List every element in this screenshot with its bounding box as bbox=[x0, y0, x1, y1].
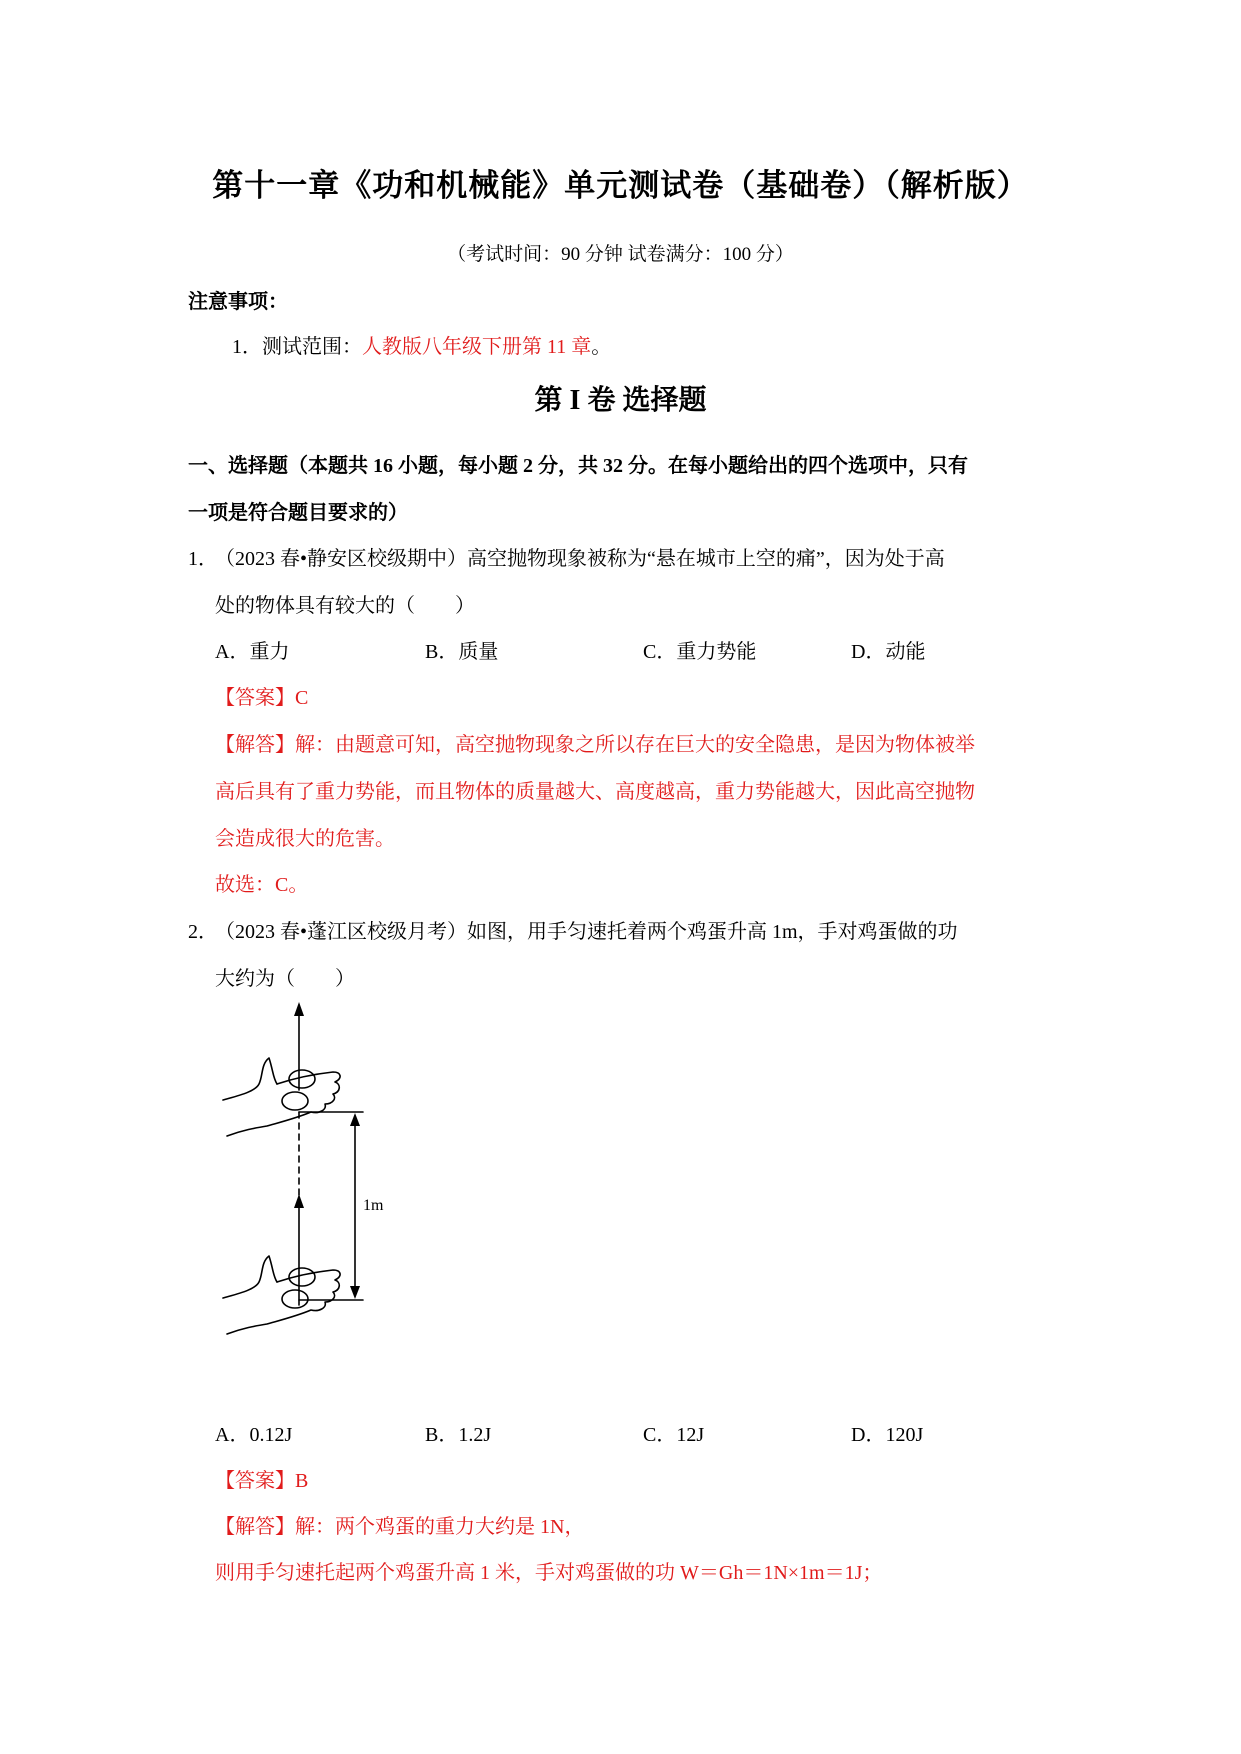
notes-item-scope: 人教版八年级下册第 11 章 bbox=[362, 336, 592, 358]
page-title: 第十一章《功和机械能》单元测试卷（基础卷）（解析版） bbox=[212, 168, 1029, 203]
option-c: C．12J bbox=[643, 1424, 705, 1446]
answer-tag: 【答案】 bbox=[215, 1470, 295, 1492]
analysis-tag: 【解答】 bbox=[215, 734, 295, 756]
notes-heading: 注意事项： bbox=[188, 291, 288, 313]
measure-label: 1m bbox=[363, 1197, 384, 1214]
upper-thumb bbox=[223, 1058, 277, 1100]
analysis-text: 解：由题意可知，高空抛物现象之所以存在巨大的安全隐患，是因为物体被举 bbox=[295, 734, 975, 756]
question-stem-line2: 处的物体具有较大的（ ） bbox=[215, 595, 475, 617]
answer-line bbox=[215, 1464, 308, 1493]
section-instruction-line2: 一项是符合题目要求的） bbox=[188, 502, 408, 524]
lower-arrow-head bbox=[294, 1194, 304, 1208]
analysis-line: 故选：C。 bbox=[215, 874, 309, 896]
option-b: B．质量 bbox=[425, 641, 499, 663]
option-b: B．1.2J bbox=[425, 1424, 492, 1446]
option-a: A．0.12J bbox=[215, 1424, 293, 1446]
analysis-line: 则用手匀速托起两个鸡蛋升高 1 米，手对鸡蛋做的功 W＝Gh＝1N×1m＝1J； bbox=[215, 1562, 883, 1584]
lower-egg-2 bbox=[282, 1290, 308, 1308]
section-instruction-line1: 一、选择题（本题共 16 小题，每小题 2 分，共 32 分。在每小题给出的四个选项中，只有 bbox=[188, 455, 968, 477]
analysis-line: 高后具有了重力势能，而且物体的质量越大、高度越高，重力势能越大，因此高空抛物 bbox=[215, 781, 975, 803]
notes-item-prefix: 1．测试范围： bbox=[232, 336, 362, 358]
question-stem-line2: 大约为（ ） bbox=[215, 968, 355, 990]
answer-value: C bbox=[295, 687, 309, 709]
question-number: 1． bbox=[188, 548, 218, 570]
answer-line bbox=[215, 681, 308, 710]
notes-item bbox=[232, 330, 611, 359]
question-stem-line1: （2023 春•静安区校级期中）高空抛物现象被称为“悬在城市上空的痛”，因为处于高 bbox=[215, 548, 945, 570]
answer-value: B bbox=[295, 1470, 309, 1492]
analysis-tag: 【解答】 bbox=[215, 1516, 295, 1538]
option-d: D．动能 bbox=[851, 641, 926, 663]
upper-egg-2 bbox=[282, 1092, 308, 1110]
option-d: D．120J bbox=[851, 1424, 924, 1446]
upper-arrow-head bbox=[294, 1002, 304, 1016]
hands-eggs-figure bbox=[215, 1000, 405, 1360]
analysis-line bbox=[215, 1510, 584, 1539]
notes-item-suffix: 。 bbox=[591, 336, 612, 358]
lower-thumb bbox=[223, 1256, 277, 1298]
section-title: 第 I 卷 选择题 bbox=[534, 385, 707, 416]
question-number: 2． bbox=[188, 921, 218, 943]
analysis-line: 会造成很大的危害。 bbox=[215, 828, 395, 850]
option-a: A．重力 bbox=[215, 641, 290, 663]
option-c: C．重力势能 bbox=[643, 641, 757, 663]
exam-info: （考试时间：90 分钟 试卷满分：100 分） bbox=[447, 244, 794, 265]
measure-arrow-bottom bbox=[350, 1286, 360, 1299]
analysis-text: 解：两个鸡蛋的重力大约是 1N， bbox=[295, 1516, 585, 1538]
answer-tag: 【答案】 bbox=[215, 687, 295, 709]
analysis-line bbox=[215, 728, 975, 757]
measure-arrow-top bbox=[350, 1113, 360, 1126]
question-stem-line1: （2023 春•蓬江区校级月考）如图，用手匀速托着两个鸡蛋升高 1m，手对鸡蛋做的功 bbox=[215, 921, 958, 943]
